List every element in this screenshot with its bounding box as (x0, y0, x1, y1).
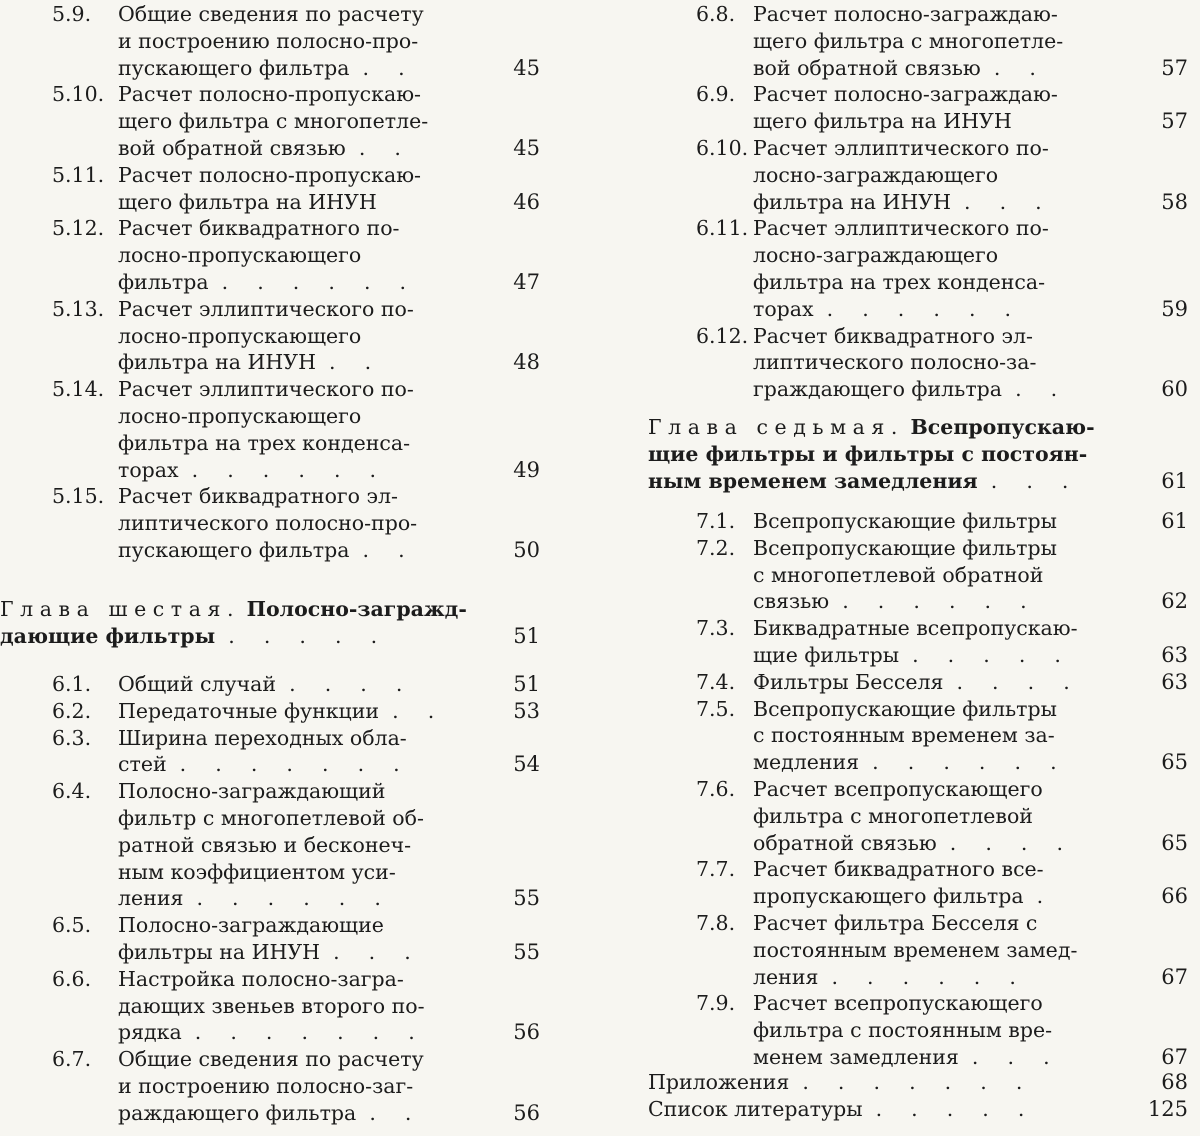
leader-dots: . . (1015, 377, 1069, 402)
toc-entry-line (118, 402, 488, 430)
entry-text: Всепропускающие фильтры (753, 535, 1057, 560)
toc-entry-line (118, 750, 488, 778)
toc-entry-line (52, 214, 488, 242)
chapter-title: Всепропускаю- (910, 415, 1095, 439)
entry-text: фильтра с постоянным вре- (753, 1018, 1053, 1043)
page-number: 53 (513, 698, 540, 723)
page-number: 46 (513, 189, 540, 214)
page-number: 61 (1161, 468, 1188, 493)
toc-entry-line (118, 884, 488, 912)
entry-text: фильтр с многопетлевой об- (118, 806, 424, 830)
entry-text: торах (118, 457, 179, 482)
section-number: 5.14. (52, 377, 105, 402)
toc-entry-line (696, 855, 1136, 883)
section-number: 6.11. (696, 216, 749, 241)
toc-entry-line (696, 695, 1136, 723)
leader-dots: . . (362, 538, 416, 562)
entry-text: пускающего фильтра (118, 55, 350, 80)
leader-dots: . . . (971, 1045, 1061, 1069)
toc-entry-line (753, 348, 1136, 376)
entry-text: Расчет полосно-заграждаю- (753, 82, 1058, 107)
entry-text: медления (753, 750, 860, 775)
entry-text: Расчет полосно-пропускаю- (118, 162, 421, 187)
page-number: 65 (1161, 830, 1188, 855)
entry-text: Биквадратные всепропускаю- (753, 616, 1078, 641)
toc-entry-line (118, 27, 488, 55)
toc-entry-line (753, 1016, 1136, 1044)
entry-text: раждающего фильтра (118, 1100, 357, 1125)
leader-dots: . . (329, 350, 383, 375)
page-number: 51 (513, 623, 540, 648)
entry-text: Расчет всепропускающего (753, 991, 1043, 1016)
section-number: 6.4. (52, 779, 92, 804)
section-number: 5.12. (52, 216, 105, 241)
entry-text: щего фильтра на ИНУН (753, 109, 1012, 134)
leader-dots: . . . . . . . (802, 1070, 1034, 1094)
toc-entry-line (52, 724, 488, 752)
leader-dots: . . (358, 136, 413, 160)
page-number: 55 (513, 886, 540, 911)
section-number: 6.12. (696, 323, 749, 348)
page-number: 65 (1161, 750, 1188, 775)
entry-text: фильтра на ИНУН (753, 189, 951, 214)
toc-entry-line (753, 802, 1136, 830)
toc-entry-line (118, 858, 488, 886)
page-number: 57 (1161, 109, 1188, 134)
entry-text: вой обратной связью (753, 55, 981, 80)
entry-text: Общие сведения по расчету (118, 1047, 424, 1072)
leader-dots: . . . . . (228, 623, 389, 648)
entry-text: фильтра на трех конденса- (753, 270, 1046, 294)
entry-text: с многопетлевой обратной (753, 562, 1044, 587)
section-number: 5.10. (52, 82, 105, 107)
toc-entry-line (753, 882, 1136, 910)
page-number: 51 (513, 672, 540, 696)
toc-entry-line (648, 1095, 1136, 1123)
toc-entry-line (118, 804, 488, 832)
leader-dots: . . . . . . (842, 589, 1038, 614)
page-number: 50 (513, 538, 540, 562)
entry-text: ратной связью и бесконеч- (118, 832, 412, 857)
section-number: 5.15. (52, 484, 105, 509)
entry-text: фильтра на трех конденса- (118, 430, 411, 455)
toc-entry-line (118, 429, 488, 457)
page-number: 56 (513, 1100, 540, 1125)
chapter-label: Глава шестая. (0, 597, 241, 621)
toc-entry-line (753, 721, 1136, 749)
toc-entry-line (696, 322, 1136, 350)
toc-entry-line (753, 561, 1136, 589)
leader-dots: . . . . . (912, 643, 1073, 667)
section-number: 7.2. (696, 535, 736, 560)
leader-dots: . . . . . . (872, 750, 1068, 775)
toc-entry-line (696, 534, 1136, 562)
toc-entry-line (753, 936, 1136, 964)
chapter-heading-line (648, 440, 1136, 468)
entry-text: Расчет биквадратного все- (753, 857, 1044, 882)
toc-entry-line (118, 456, 488, 484)
entry-text: Полосно-заграждающие (118, 913, 384, 938)
section-number: 7.3. (696, 616, 736, 641)
entry-text: Всепропускающие фильтры (753, 696, 1057, 721)
chapter-heading-line (648, 413, 1136, 441)
page-number: 45 (513, 136, 540, 160)
entry-text: фильтра с многопетлевой (753, 803, 1033, 828)
page-number: 125 (1147, 1096, 1188, 1121)
toc-entry-line (52, 911, 488, 939)
section-number: 7.6. (696, 777, 736, 801)
leader-dots: . (1036, 884, 1055, 909)
entry-text: граждающего фильтра (753, 377, 1003, 402)
toc-entry-line (118, 268, 488, 296)
chapter-heading-line (0, 595, 488, 623)
toc-entry-line (753, 241, 1136, 269)
page-number: 66 (1161, 884, 1188, 909)
entry-text: Общий случай (118, 672, 277, 696)
toc-entry-line (753, 27, 1136, 55)
entry-text: Ширина переходных обла- (118, 725, 407, 750)
toc-entry-line (52, 965, 488, 993)
entry-text: пропускающего фильтра (753, 884, 1024, 909)
entry-text: фильтра на ИНУН (118, 350, 316, 375)
entry-text: лосно-заграждающего (753, 162, 999, 187)
section-number: 6.6. (52, 966, 92, 991)
entry-text: ным коэффициентом уси- (118, 859, 396, 884)
toc-entry-line (118, 188, 488, 216)
entry-text: фильтра (118, 270, 209, 294)
toc-entry-line (696, 214, 1136, 242)
toc-entry-line (52, 670, 488, 698)
section-number: 7.5. (696, 696, 736, 721)
toc-entry-line (753, 587, 1136, 615)
section-number: 7.4. (696, 669, 736, 694)
page-number: 58 (1161, 189, 1188, 214)
entry-text: Расчет полосно-заграждаю- (753, 2, 1058, 26)
leader-dots: . . (993, 55, 1048, 80)
toc-entry-line (648, 1068, 1136, 1096)
entry-text: Расчет биквадратного по- (118, 216, 400, 241)
entry-text: менем замедления (753, 1045, 959, 1069)
section-number: 6.7. (52, 1047, 92, 1072)
entry-text: Передаточные функции (118, 698, 380, 723)
toc-entry-line (52, 80, 488, 108)
section-number: 6.5. (52, 913, 92, 938)
page-number: 55 (513, 940, 540, 964)
page-number: 60 (1161, 377, 1188, 402)
toc-entry-line (696, 134, 1136, 162)
toc-entry-line (696, 614, 1136, 642)
leader-dots: . . . (333, 940, 423, 964)
entry-text: щего фильтра с многопетле- (753, 28, 1064, 53)
section-number: 6.10. (696, 136, 749, 160)
entry-text: липтического полосно-за- (753, 350, 1037, 375)
section-number: 5.13. (52, 296, 105, 321)
leader-dots: . . . . . (875, 1096, 1036, 1121)
entry-text: Расчет полосно-пропускаю- (118, 82, 421, 107)
toc-entry-line (52, 697, 488, 725)
toc-entry-line (696, 775, 1136, 803)
leader-dots: . . . (990, 468, 1080, 493)
toc-entry-line (753, 188, 1136, 216)
entry-text: Общие сведения по расчету (118, 2, 424, 26)
entry-text: липтического полосно-про- (118, 511, 418, 536)
section-number: 5.9. (52, 2, 92, 26)
toc-entry-line (118, 1018, 488, 1046)
toc-entry-line (753, 641, 1136, 669)
toc-entry-line (753, 161, 1136, 189)
leader-dots: . . . . . . (831, 964, 1028, 989)
entry-text: обратной связью (753, 830, 937, 855)
toc-entry-line (118, 54, 488, 82)
entry-text: фильтры на ИНУН (118, 940, 321, 964)
section-number: 6.2. (52, 698, 92, 723)
entry-text: Список литературы (648, 1096, 863, 1121)
entry-text: с постоянным временем за- (753, 723, 1055, 748)
toc-entry-line (118, 831, 488, 859)
page-number: 49 (513, 457, 540, 482)
entry-text: лосно-пропускающего (118, 404, 362, 428)
toc-entry-line (52, 161, 488, 189)
entry-text: Расчет эллиптического по- (753, 136, 1049, 160)
leader-dots: . . (362, 55, 416, 80)
page-number: 67 (1161, 964, 1188, 989)
toc-entry-line (696, 668, 1136, 696)
toc-entry-line (118, 992, 488, 1020)
leader-dots: . . . . . . . (194, 1020, 427, 1045)
page-number: 63 (1161, 669, 1188, 694)
entry-text: Приложения (648, 1070, 790, 1094)
section-number: 7.1. (696, 509, 736, 533)
toc-entry-line (118, 107, 488, 135)
toc-entry-line (696, 989, 1136, 1017)
section-number: 6.1. (52, 672, 92, 696)
chapter-title: дающие фильтры (0, 623, 216, 648)
section-number: 6.9. (696, 82, 736, 107)
toc-entry-line (696, 0, 1136, 28)
toc-entry-line (118, 509, 488, 537)
leader-dots: . . . . . . (196, 886, 393, 911)
toc-entry-line (753, 268, 1136, 296)
toc-entry-line (696, 909, 1136, 937)
entry-text: Полосно-заграждающий (118, 779, 386, 804)
chapter-title: Полосно-загражд- (246, 597, 467, 621)
toc-entry-line (52, 1045, 488, 1073)
leader-dots: . . . . (956, 669, 1081, 694)
entry-text: Расчет биквадратного эл- (753, 323, 1033, 348)
page-number: 47 (513, 270, 540, 294)
entry-text: щего фильтра на ИНУН (118, 189, 377, 214)
entry-text: лосно-заграждающего (753, 243, 999, 268)
section-number: 5.11. (52, 162, 105, 187)
toc-entry-line (52, 375, 488, 403)
entry-text: ления (753, 964, 819, 989)
chapter-heading-line (0, 622, 488, 650)
entry-text: постоянным временем замед- (753, 937, 1078, 962)
leader-dots: . . . . . . (826, 296, 1023, 321)
entry-text: рядка (118, 1020, 182, 1045)
entry-text: лосно-пропускающего (118, 243, 362, 268)
entry-text: торах (753, 296, 814, 321)
toc-entry-line (118, 536, 488, 564)
toc-entry-line (118, 322, 488, 350)
page-number: 59 (1161, 296, 1188, 321)
page-number: 62 (1161, 589, 1188, 614)
entry-text: Фильтры Бесселя (753, 669, 944, 694)
toc-entry-line (753, 375, 1136, 403)
chapter-title: щие фильтры и фильтры с постоян- (648, 441, 1088, 466)
entry-text: дающих звеньев второго по- (118, 993, 425, 1018)
page-number: 54 (513, 752, 540, 777)
entry-text: щие фильтры (753, 643, 900, 667)
toc-entry-line (52, 0, 488, 28)
entry-text: Настройка полосно-загра- (118, 966, 404, 991)
toc-entry-line (753, 107, 1136, 135)
page-number: 57 (1161, 55, 1188, 80)
section-number: 6.3. (52, 725, 92, 750)
page-number: 45 (513, 55, 540, 80)
section-number: 7.9. (696, 991, 736, 1016)
chapter-title: ным временем замедления (648, 468, 978, 493)
toc-entry-line (696, 80, 1136, 108)
leader-dots: . . . . . . (191, 457, 388, 482)
section-number: 6.8. (696, 2, 736, 26)
entry-text: щего фильтра с многопетле- (118, 109, 429, 134)
page-number: 63 (1161, 643, 1188, 667)
toc-entry-line (753, 1043, 1136, 1071)
section-number: 7.7. (696, 857, 736, 882)
toc-entry-line (118, 348, 488, 376)
toc-entry-line (118, 1099, 488, 1127)
entry-text: Расчет всепропускающего (753, 777, 1043, 801)
toc-entry-line (118, 134, 488, 162)
toc-entry-line (753, 829, 1136, 857)
entry-text: стей (118, 752, 167, 777)
toc-entry-line (753, 963, 1136, 991)
leader-dots: . . (369, 1100, 423, 1125)
toc-entry-line (118, 938, 488, 966)
toc-right-column (640, 0, 1200, 1136)
toc-entry-line (753, 748, 1136, 776)
section-number: 7.8. (696, 911, 736, 935)
entry-text: ления (118, 886, 184, 911)
page-number: 61 (1161, 509, 1188, 533)
toc-entry-line (753, 54, 1136, 82)
entry-text: Расчет эллиптического по- (118, 296, 414, 321)
toc-entry-line (52, 482, 488, 510)
entry-text: Расчет фильтра Бесселя с (753, 911, 1038, 935)
entry-text: Расчет эллиптического по- (753, 216, 1049, 241)
leader-dots: . . . . . . (221, 270, 418, 294)
entry-text: и построению полосно-заг- (118, 1074, 414, 1098)
leader-dots: . . . . . . . (179, 752, 411, 777)
leader-dots: . . . (964, 189, 1053, 214)
toc-entry-line (52, 295, 488, 323)
chapter-label: Глава седьмая. (648, 415, 904, 439)
toc-entry-line (52, 777, 488, 805)
leader-dots: . . (392, 698, 446, 723)
toc-entry-line (696, 507, 1136, 535)
toc-entry-line (118, 241, 488, 269)
entry-text: связью (753, 589, 830, 614)
page-number: 67 (1161, 1045, 1188, 1069)
entry-text: вой обратной связью (118, 136, 346, 160)
leader-dots: . . . . (289, 672, 414, 696)
entry-text: пускающего фильтра (118, 538, 350, 562)
page-number: 68 (1161, 1070, 1188, 1094)
entry-text: лосно-пропускающего (118, 323, 362, 348)
toc-entry-line (753, 295, 1136, 323)
leader-dots: . . . . (949, 830, 1075, 855)
toc-entry-line (118, 1072, 488, 1100)
page-number: 56 (513, 1020, 540, 1045)
entry-text: Расчет эллиптического по- (118, 377, 414, 402)
chapter-heading-line (648, 467, 1136, 495)
toc-left-column (0, 0, 560, 1136)
page-number: 48 (513, 350, 540, 375)
entry-text: и построению полосно-про- (118, 28, 419, 53)
entry-text: Расчет биквадратного эл- (118, 484, 398, 509)
entry-text: Всепропускающие фильтры (753, 509, 1057, 533)
